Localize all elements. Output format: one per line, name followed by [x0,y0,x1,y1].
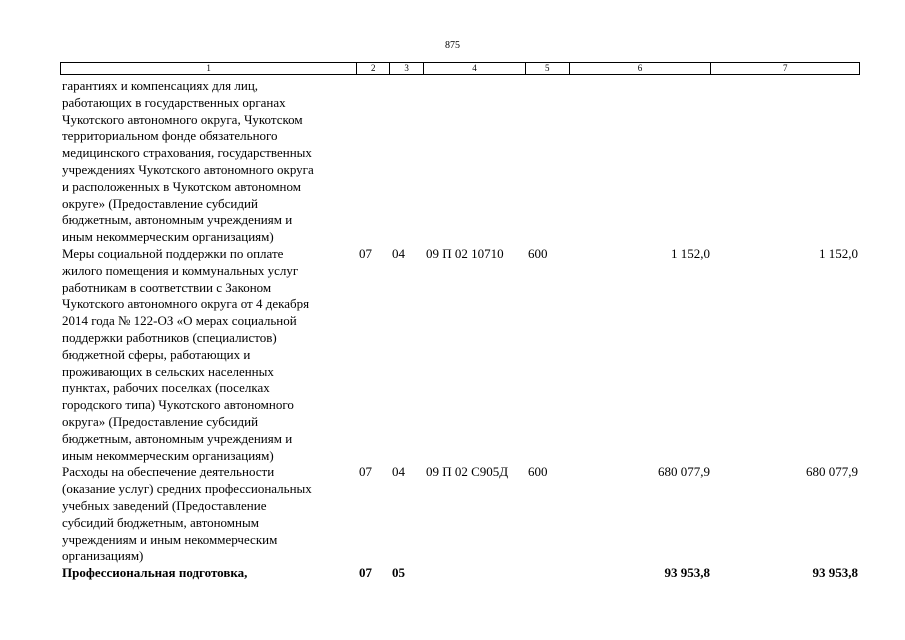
description-line: организациям) [62,548,144,564]
amount-col-7: 1 152,0 [819,245,858,261]
amount-col-6: 93 953,8 [664,565,710,581]
row-description [60,246,357,464]
section-code: 07 [359,565,372,581]
description-line: проживающих в сельских населенных [62,363,274,379]
header-col-7: 7 [782,63,788,73]
description-line: Чукотского автономного округа, Чукотском [62,111,303,127]
table-row [60,464,860,565]
description-line: бюджетным, автономным учреждениям и [62,212,293,228]
page-number: 875 [445,40,460,51]
description-line: жилого помещения и коммунальных услуг [62,262,299,278]
amount-col-7: 93 953,8 [812,565,858,581]
description-line: Чукотского автономного округа от 4 декабря [62,296,310,312]
header-col-6: 6 [570,63,712,74]
description-line: территориальном фонде обязательного [62,128,278,144]
target-article-code: 09 П 02 10710 [426,245,504,261]
header-col-3: 3 [390,63,424,74]
description-line: медицинского страхования, государственных [62,145,312,161]
description-line: Расходы на обеспечение деятельности [62,464,275,480]
description-line: округа» (Предоставление субсидий [62,413,259,429]
description-line: Меры социальной поддержки по оплате [62,245,284,261]
description-line: учреждениях Чукотского автономного округа [62,161,314,177]
subsection-code: 04 [392,245,405,261]
amount-col-6: 1 152,0 [671,245,710,261]
target-article-code [424,565,526,582]
table-header [60,62,860,75]
expense-type-code: 600 [528,245,548,261]
header-col-2: 2 [357,63,390,74]
description-line: работникам в соответствии с Законом [62,279,272,295]
section-code: 07 [359,245,372,261]
amount-col-7 [712,78,860,246]
section-code [357,78,390,246]
description-line: пунктах, рабочих поселках (поселках [62,380,270,396]
description-line: субсидий бюджетным, автономным [62,514,259,530]
table-body [60,78,860,582]
row-description [60,565,357,582]
subsection-code: 04 [392,464,405,480]
amount-col-6: 680 077,9 [658,464,710,480]
subsection-code [390,78,424,246]
description-line: Профессиональная подготовка, [62,565,248,581]
amount-col-6 [570,78,712,246]
expense-type-code: 600 [528,464,548,480]
description-line: 2014 года № 122-ОЗ «О мерах социальной [62,313,297,329]
description-line: учреждениям и иным некоммерческим [62,531,278,547]
description-line: иным некоммерческим организациям) [62,229,274,245]
description-line: иным некоммерческим организациям) [62,447,274,463]
description-line: городского типа) Чукотского автономного [62,397,294,413]
description-line: и расположенных в Чукотском автономном [62,178,301,194]
expense-type-code [526,565,570,582]
description-line: бюджетным, автономным учреждениям и [62,430,293,446]
section-code: 07 [359,464,372,480]
table-row [60,565,860,582]
header-col-1: 1 [61,63,357,74]
description-line: учебных заведений (Предоставление [62,497,267,513]
description-line: (оказание услуг) средних профессиональных [62,481,312,497]
target-article-code: 09 П 02 С905Д [426,464,509,480]
header-col-4: 4 [424,63,526,74]
subsection-code: 05 [392,565,405,581]
amount-col-7: 680 077,9 [806,464,858,480]
table-row [60,246,860,464]
description-line: округе» (Предоставление субсидий [62,195,258,211]
row-description [60,78,357,246]
description-line: гарантиях и компенсациях для лиц, [62,78,259,93]
description-line: бюджетной сферы, работающих и [62,346,251,362]
expense-type-code [526,78,570,246]
header-col-5: 5 [526,63,570,74]
target-article-code [424,78,526,246]
description-line: работающих в государственных органах [62,94,286,110]
description-line: поддержки работников (специалистов) [62,329,277,345]
table-row [60,78,860,246]
row-description [60,464,357,565]
